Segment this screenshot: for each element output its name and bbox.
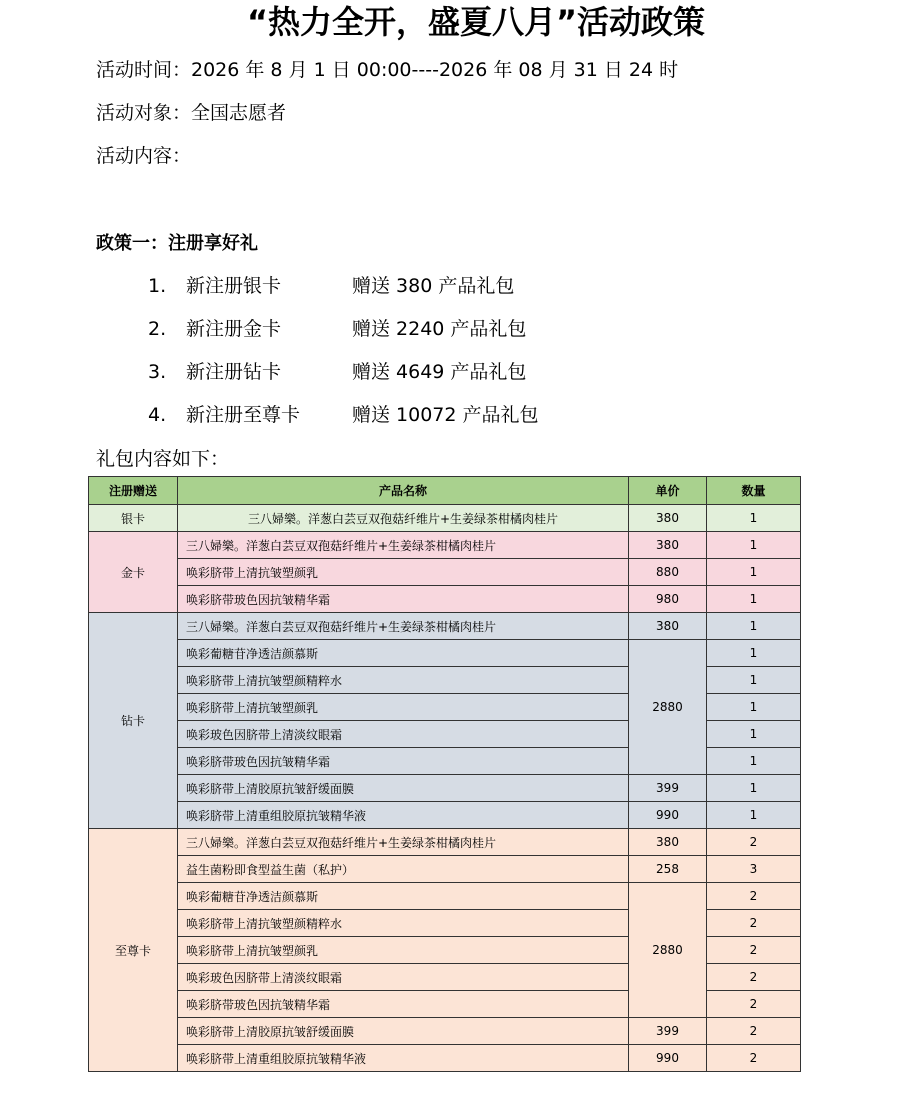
quantity-cell: 2 bbox=[707, 1045, 801, 1072]
price-cell: 990 bbox=[629, 802, 707, 829]
product-name-cell: 唤彩脐带上清重组胶原抗皱精华液 bbox=[178, 1045, 629, 1072]
table-row bbox=[89, 829, 801, 856]
set-price-cell: 2880 bbox=[629, 640, 707, 775]
price-cell: 990 bbox=[629, 1045, 707, 1072]
policy-heading: 政策一：注册享好礼 bbox=[96, 233, 258, 254]
policy-item bbox=[148, 359, 526, 385]
quantity-cell: 2 bbox=[707, 910, 801, 937]
column-header: 数量 bbox=[707, 477, 801, 505]
product-name-cell: 三八婦樂。洋葱白芸豆双孢菇纤维片+生姜绿茶柑橘肉桂片 bbox=[178, 532, 629, 559]
product-name-cell: 唤彩脐带上清胶原抗皱舒缓面膜 bbox=[178, 1018, 629, 1045]
quantity-cell: 1 bbox=[707, 775, 801, 802]
product-name-cell: 唤彩脐带上清重组胶原抗皱精华液 bbox=[178, 802, 629, 829]
table-row bbox=[89, 1018, 801, 1045]
product-name-cell: 三八婦樂。洋葱白芸豆双孢菇纤维片+生姜绿茶柑橘肉桂片 bbox=[178, 505, 629, 532]
price-cell: 258 bbox=[629, 856, 707, 883]
price-cell: 380 bbox=[629, 613, 707, 640]
product-name-cell: 益生菌粉即食型益生菌（私护） bbox=[178, 856, 629, 883]
quantity-cell: 2 bbox=[707, 991, 801, 1018]
policy-item-name: 新注册银卡 bbox=[186, 275, 282, 297]
activity-time: 活动时间：2026 年 8 月 1 日 00:00----2026 年 08 月 31 日 24 时 bbox=[96, 59, 679, 81]
gift-intro: 礼包内容如下： bbox=[96, 448, 230, 470]
policy-item-number: 3. bbox=[148, 361, 167, 383]
quantity-cell: 1 bbox=[707, 802, 801, 829]
table-row bbox=[89, 883, 801, 910]
product-name-cell: 三八婦樂。洋葱白芸豆双孢菇纤维片+生姜绿茶柑橘肉桂片 bbox=[178, 613, 629, 640]
product-name-cell: 三八婦樂。洋葱白芸豆双孢菇纤维片+生姜绿茶柑橘肉桂片 bbox=[178, 829, 629, 856]
product-name-cell: 唤彩葡糖苷净透洁颜慕斯 bbox=[178, 883, 629, 910]
policy-item bbox=[148, 273, 514, 299]
activity-content-label: 活动内容： bbox=[96, 145, 192, 167]
policy-item-name: 新注册金卡 bbox=[186, 318, 282, 340]
quantity-cell: 1 bbox=[707, 694, 801, 721]
set-price-cell: 2880 bbox=[629, 883, 707, 1018]
product-name-cell: 唤彩玻色因脐带上清淡纹眼霜 bbox=[178, 721, 629, 748]
product-name-cell: 唤彩脐带上清胶原抗皱舒缓面膜 bbox=[178, 775, 629, 802]
quantity-cell: 1 bbox=[707, 721, 801, 748]
product-name-cell: 唤彩玻色因脐带上清淡纹眼霜 bbox=[178, 964, 629, 991]
policy-item-number: 1. bbox=[148, 275, 167, 297]
price-cell: 380 bbox=[629, 505, 707, 532]
product-name-cell: 唤彩脐带上清抗皱塑颜精粹水 bbox=[178, 667, 629, 694]
product-name-cell: 唤彩脐带上清抗皱塑颜乳 bbox=[178, 937, 629, 964]
price-cell: 380 bbox=[629, 532, 707, 559]
policy-item-gift: 赠送 380 产品礼包 bbox=[352, 275, 515, 297]
card-tier-cell: 钻卡 bbox=[89, 613, 178, 829]
quantity-cell: 2 bbox=[707, 937, 801, 964]
table-row bbox=[89, 1045, 801, 1072]
table-row bbox=[89, 532, 801, 559]
activity-target: 活动对象：全国志愿者 bbox=[96, 102, 287, 124]
product-name-cell: 唤彩脐带玻色因抗皱精华霜 bbox=[178, 586, 629, 613]
quantity-cell: 1 bbox=[707, 640, 801, 667]
table-row bbox=[89, 856, 801, 883]
card-tier-cell: 金卡 bbox=[89, 532, 178, 613]
product-name-cell: 唤彩葡糖苷净透洁颜慕斯 bbox=[178, 640, 629, 667]
column-header: 注册赠送 bbox=[89, 477, 178, 505]
table-header-row bbox=[89, 477, 801, 505]
quantity-cell: 2 bbox=[707, 1018, 801, 1045]
product-name-cell: 唤彩脐带上清抗皱塑颜乳 bbox=[178, 559, 629, 586]
card-tier-cell: 银卡 bbox=[89, 505, 178, 532]
policy-item-number: 2. bbox=[148, 318, 167, 340]
price-cell: 380 bbox=[629, 829, 707, 856]
price-cell: 980 bbox=[629, 586, 707, 613]
gift-table bbox=[88, 476, 801, 1072]
policy-item bbox=[148, 316, 526, 342]
quantity-cell: 1 bbox=[707, 559, 801, 586]
quantity-cell: 2 bbox=[707, 883, 801, 910]
policy-item-gift: 赠送 2240 产品礼包 bbox=[352, 318, 527, 340]
table-row bbox=[89, 802, 801, 829]
table-row bbox=[89, 559, 801, 586]
price-cell: 399 bbox=[629, 775, 707, 802]
policy-item-gift: 赠送 4649 产品礼包 bbox=[352, 361, 527, 383]
quantity-cell: 1 bbox=[707, 667, 801, 694]
quantity-cell: 1 bbox=[707, 613, 801, 640]
product-name-cell: 唤彩脐带玻色因抗皱精华霜 bbox=[178, 991, 629, 1018]
table-row bbox=[89, 586, 801, 613]
table-row bbox=[89, 775, 801, 802]
policy-item-name: 新注册钻卡 bbox=[186, 361, 282, 383]
quantity-cell: 1 bbox=[707, 532, 801, 559]
column-header: 产品名称 bbox=[178, 477, 629, 505]
quantity-cell: 2 bbox=[707, 829, 801, 856]
policy-item-gift: 赠送 10072 产品礼包 bbox=[352, 404, 539, 426]
table-row bbox=[89, 640, 801, 667]
product-name-cell: 唤彩脐带上清抗皱塑颜乳 bbox=[178, 694, 629, 721]
product-name-cell: 唤彩脐带玻色因抗皱精华霜 bbox=[178, 748, 629, 775]
page-title: “热力全开，盛夏八月”活动政策 bbox=[246, 3, 706, 41]
policy-item bbox=[148, 402, 539, 428]
quantity-cell: 1 bbox=[707, 586, 801, 613]
product-name-cell: 唤彩脐带上清抗皱塑颜精粹水 bbox=[178, 910, 629, 937]
quantity-cell: 1 bbox=[707, 505, 801, 532]
price-cell: 399 bbox=[629, 1018, 707, 1045]
table-row bbox=[89, 505, 801, 532]
column-header: 单价 bbox=[629, 477, 707, 505]
card-tier-cell: 至尊卡 bbox=[89, 829, 178, 1072]
quantity-cell: 2 bbox=[707, 964, 801, 991]
policy-item-name: 新注册至尊卡 bbox=[186, 404, 301, 426]
table-row bbox=[89, 613, 801, 640]
quantity-cell: 1 bbox=[707, 748, 801, 775]
price-cell: 880 bbox=[629, 559, 707, 586]
policy-item-number: 4. bbox=[148, 404, 167, 426]
quantity-cell: 3 bbox=[707, 856, 801, 883]
